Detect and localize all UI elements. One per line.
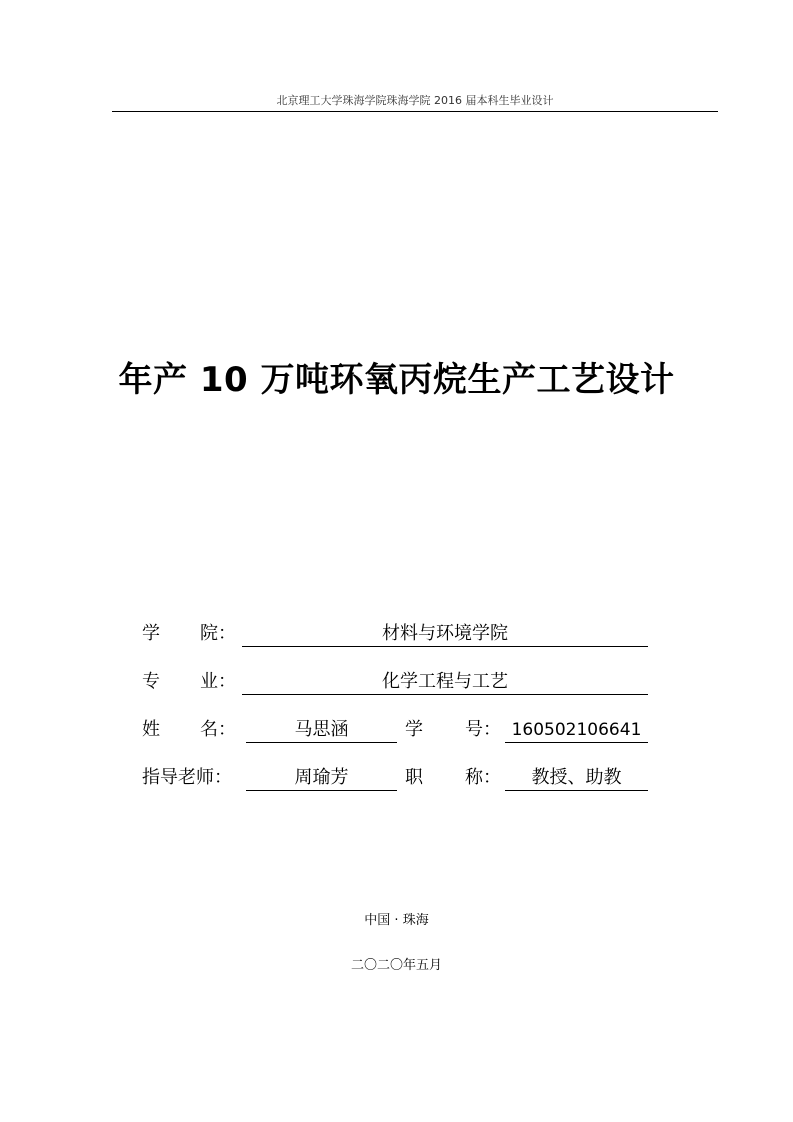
advisor-field (246, 766, 397, 791)
header-rule (112, 111, 718, 112)
major-row (0, 668, 793, 698)
date: 二〇二〇年五月 (350, 958, 442, 973)
advisor-label-text: 指导老师： (142, 767, 232, 788)
college-label-char-2: 院： (200, 623, 236, 644)
student-id-label-char-1: 学 (405, 719, 423, 740)
place: 中国 · 珠海 (364, 913, 429, 928)
college-row (0, 620, 793, 650)
advisor-row (0, 764, 793, 794)
name-field (246, 718, 397, 743)
advisor-value: 周瑜芳 (294, 767, 349, 788)
student-id-value: 160502106641 (511, 720, 642, 740)
college-field (242, 622, 648, 647)
major-label-char-1: 专 (142, 671, 160, 692)
major-label-char-2: 业： (200, 671, 236, 692)
advisor-title-label-char-1: 职 (405, 767, 423, 788)
name-value: 马思涵 (294, 719, 349, 740)
college-label-char-1: 学 (142, 623, 160, 644)
advisor-title-value: 教授、助教 (531, 767, 622, 788)
advisor-title-field (505, 766, 648, 791)
running-header: 北京理工大学珠海学院珠海学院 2016 届本科生毕业设计 (276, 94, 554, 107)
student-id-field (505, 718, 648, 743)
student-id-label-char-2: 号： (465, 719, 501, 740)
major-value: 化学工程与工艺 (382, 671, 508, 692)
thesis-title: 年产 10 万吨环氧丙烷生产工艺设计 (118, 360, 675, 400)
name-label-char-2: 名： (200, 719, 236, 740)
college-value: 材料与环境学院 (382, 623, 508, 644)
advisor-title-label-char-2: 称： (465, 767, 501, 788)
name-label-char-1: 姓 (142, 719, 160, 740)
name-row (0, 716, 793, 746)
major-field (242, 670, 648, 695)
